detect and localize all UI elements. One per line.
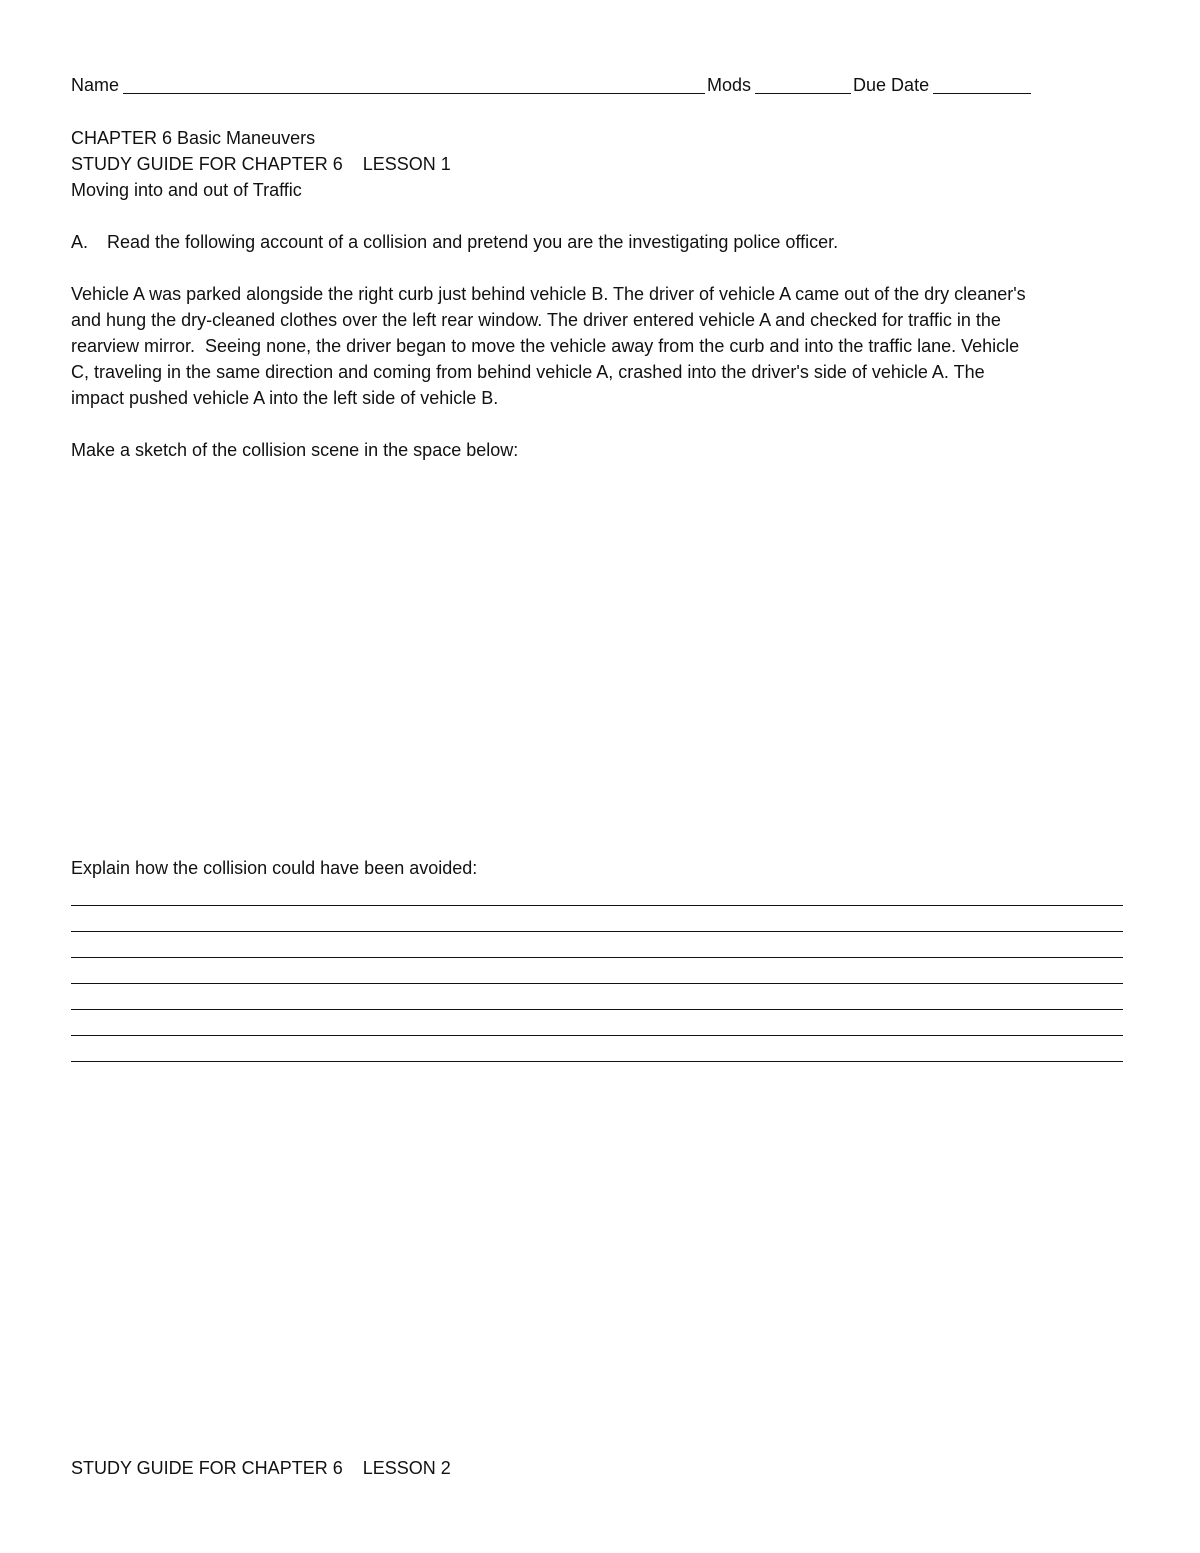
answer-line[interactable] xyxy=(71,880,1123,906)
sketch-prompt: Make a sketch of the collision scene in the space below: xyxy=(71,440,519,460)
answer-lines xyxy=(71,880,1123,1062)
lesson1-subtitle: Moving into and out of Traffic xyxy=(71,180,302,200)
answer-line[interactable] xyxy=(71,1036,1123,1062)
lesson1-title: STUDY GUIDE FOR CHAPTER 6 LESSON 1 xyxy=(71,154,451,174)
explain-prompt: Explain how the collision could have been avoided: xyxy=(71,858,478,878)
account-line: rearview mirror. Seeing none, the driver began to move the vehicle away from the curb and into the traffic lane. Vehicle xyxy=(71,336,1020,356)
header-row xyxy=(71,72,1081,98)
chapter-title: CHAPTER 6 Basic Maneuvers xyxy=(71,128,316,148)
account-line: impact pushed vehicle A into the left side of vehicle B. xyxy=(71,388,499,408)
answer-line[interactable] xyxy=(71,958,1123,984)
name-field[interactable] xyxy=(123,75,705,94)
account-line: Vehicle A was parked alongside the right curb just behind vehicle B. The driver of vehicle A came out of the dry cleaner's xyxy=(71,284,1026,304)
mods-field[interactable] xyxy=(755,75,851,94)
due-date-field[interactable] xyxy=(933,75,1031,94)
answer-line[interactable] xyxy=(71,984,1123,1010)
instruction-a xyxy=(71,229,838,255)
answer-line[interactable] xyxy=(71,1010,1123,1036)
answer-line[interactable] xyxy=(71,906,1123,932)
instruction-marker: A. xyxy=(71,232,89,252)
lesson2-title: STUDY GUIDE FOR CHAPTER 6 LESSON 2 xyxy=(71,1458,451,1478)
sketch-area[interactable] xyxy=(71,470,1121,850)
name-label: Name xyxy=(71,75,120,95)
mods-label: Mods xyxy=(707,75,752,95)
account-line: and hung the dry-cleaned clothes over the left rear window. The driver entered vehicle A and checked for traffic in the xyxy=(71,310,1001,330)
collision-account xyxy=(71,281,1131,411)
instruction-text: Read the following account of a collision and pretend you are the investigating police officer. xyxy=(107,232,839,252)
answer-line[interactable] xyxy=(71,932,1123,958)
due-date-label: Due Date xyxy=(853,75,930,95)
account-line: C, traveling in the same direction and coming from behind vehicle A, crashed into the driver's side of vehicle A. The xyxy=(71,362,985,382)
